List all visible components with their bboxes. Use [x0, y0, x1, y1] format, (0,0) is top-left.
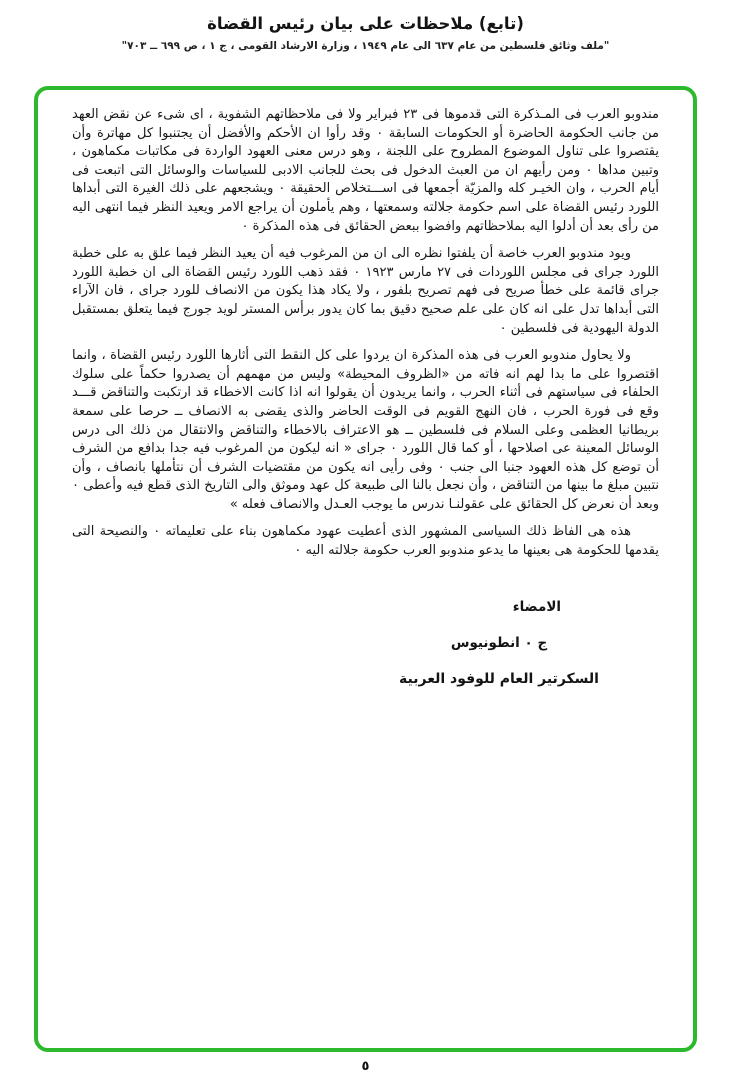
- document-header: [0, 0, 731, 52]
- content-border-box: [34, 86, 697, 1052]
- body-paragraph: هذه هى الفاظ ذلك السياسى المشهور الذى أعطيت عهود مكماهون بناء على تعليماته ٠ والنصيحة التى يقدمها للحكومة هى بعينها ما يدعو مندوبو العرب حكومة جلالته اليه ٠: [72, 524, 659, 559]
- signature-title: السكرتير العام للوفود العربية: [399, 670, 599, 687]
- body-paragraph: ويود مندوبو العرب خاصة أن يلفتوا نظره الى ان من المرغوب فيه أن يعيد النظر فيما علق به على خطبة اللورد جراى فى مجلس اللوردات فى ٢٧ مارس ١٩٢٣ ٠ فقد ذهب اللورد رئيس القضاة الى ان خطبة اللورد جراى قائمة على خطأ صريح فى فهم تصريح بلفور ، ولا يكاد هذا يكون من الانصاف للورد جراى ، فان الآراء التى أبداها تدل على انه كان على علم صحيح دقيق بما كان يدور برأس المستر لويد جورج فيما يتعلق بمستقبل الدولة اليهودية فى فلسطين ٠: [72, 246, 660, 336]
- body-paragraph: ولا يحاول مندوبو العرب فى هذه المذكرة ان يردوا على كل النقط التى أثارها اللورد رئيس القضاة ، وانما اقتصروا على ما بدا لهم انه فاته من «الظروف المحيطة» وليس من مهمهم أن يصدروا حكماً على سلوك الحلفاء فى سياستهم فى أثناء الحرب ، وانما يريدون أن يقولوا انه اذا كانت الاخطاء قد ارتكبت والتناقض قـــد وقع فى فورة الحرب ، فان النهج القويم فى الوقت الحاضر والذى يقضى به الانصاف ــ حرصا على سمعة بريطانيا العظمى وعلى السلام فى فلسطين ــ هو الاعتراف بالاخطاء والتناقض والانتقال من ذلك الى درس الوسائل المعينة عى اصلاحها ، أو كما قال اللورد ٠ جراى « انه ليكون من المرغوب فيه جدا بدافع من الشرف أن توضع كل هذه العهود جنبا الى جنب ٠ وفى رأيى انه يكون من مقتضيات الشرف أن نتأملها بانصاف ، وأن نتبين مبلغ ما بينها من التناقض ، وأن نجعل بالنا الى طبيعة كل عهد وموثق والى التاريخ الذى قطع فيه وأعطى ٠ وبعد أن نعرض كل الحقائق على عقولنـا ندرس ما يوجب العـدل والانصاف فعله »: [72, 348, 659, 512]
- signature-block: [399, 599, 599, 687]
- page-title: (تابع) ملاحظات على بيان رئيس القضاة: [207, 14, 524, 33]
- source-citation: "ملف وثائق فلسطين من عام ٦٣٧ الى عام ١٩٤٩ ، وزارة الارشاد القومى ، ج ١ ، ص ٦٩٩ ــ ٧٠٣": [121, 40, 610, 52]
- body-paragraph: مندوبو العرب فى المـذكرة التى قدموها فى ٢٣ فبراير ولا فى ملاحظاتهم الشفوية ، اى شىء عن نقض العهد من جانب الحكومة الحاضرة أو الحكومات السابقة ٠ وقد رأوا ان الأحكم والأفضل أن يجتنبوا كل مهاترة وأن يقتصروا على تناول الموضوع المطروح على اللجنة ، وهو درس معنى العهود الواردة فى مكاتبات مكماهون ، وتبين مداها ٠ ومن رأيهم ان من العبث الدخول فى بحث للجانب الادبى للسياسات والوسائل التى اتبعت فى أيام الحرب ، وان الخيـر كله والمزيّة أجمعها فى اســـتخلاص الحقيقة ٠ ويشجعهم على ذلك الغيرة التى أبداها اللورد رئيس القضاة على اسم حكومة جلالته وسمعتها ، وهم يأملون أن يراجع الامر ويعيد النظر فيما انتهى اليه من رأى بعد أن أدلوا اليه بملاحظاتهم وافضوا ببعض الحقائق فى هذه المذكرة ٠: [72, 107, 660, 234]
- page-number: ٥: [361, 1059, 370, 1074]
- signature-name: ج ٠ انطونيوس: [450, 634, 548, 651]
- signature-label: الامضاء: [512, 598, 561, 615]
